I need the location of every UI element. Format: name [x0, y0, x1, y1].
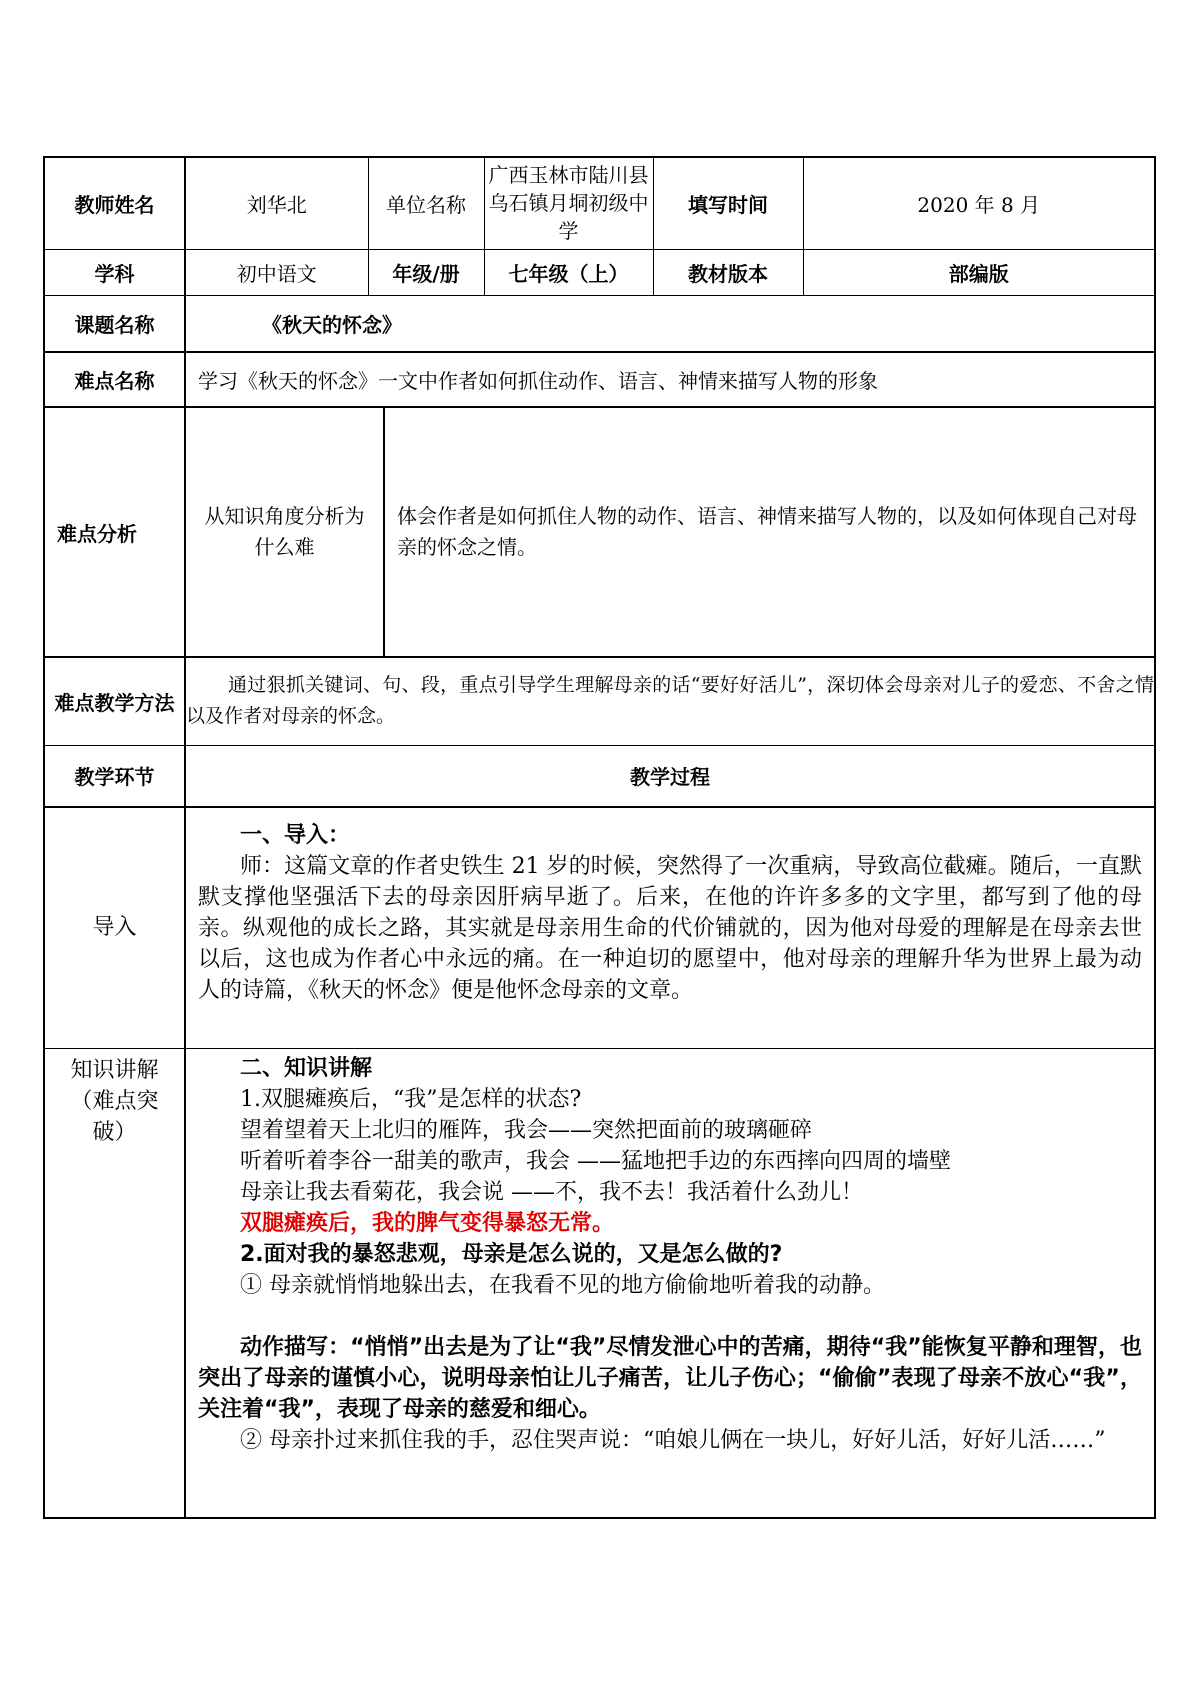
- quote-line-3: 母亲让我去看菊花，我会说 ——不，我不去！我活着什么劲儿！: [240, 1179, 863, 1205]
- topic-value: 《秋天的怀念》: [185, 295, 1155, 352]
- fill-date-label: 填写时间: [653, 157, 803, 249]
- quote-line-1: 望着望着天上北归的雁阵，我会——突然把面前的玻璃砸碎: [240, 1117, 813, 1143]
- teacher-name-label: 教师姓名: [44, 157, 185, 249]
- question-1: 1.双腿瘫痪后，“我”是怎样的状态?: [240, 1086, 582, 1112]
- question-2: 2.面对我的暴怒悲观，母亲是怎么说的，又是怎么做的?: [240, 1241, 783, 1267]
- knowledge-cell: [185, 1048, 1155, 1518]
- intro-row: [44, 807, 1155, 1048]
- analysis-sub-label: 从知识角度分析为什么难: [186, 408, 385, 656]
- process-stage-label: 教学环节: [44, 745, 185, 807]
- header-row: [44, 157, 1155, 249]
- answer-item-2: ② 母亲扑过来抓住我的手，忍住哭声说：“咱娘儿俩在一块儿，好好儿活，好好儿活……”: [240, 1427, 1106, 1453]
- analysis-value: 体会作者是如何抓住人物的动作、语言、神情来描写人物的，以及如何体现自己对母亲的怀念之情。: [397, 504, 1137, 559]
- analysis-cell: [185, 407, 1155, 657]
- intro-label: 导入: [44, 807, 185, 1048]
- lesson-plan-page: [43, 156, 1154, 1519]
- subject-row: [44, 249, 1155, 295]
- unit-name-label: 单位名称: [368, 157, 484, 249]
- analysis-label: 难点分析: [44, 407, 185, 657]
- quote-line-2: 听着听着李谷一甜美的歌声，我会 ——猛地把手边的东西摔向四周的墙壁: [240, 1148, 951, 1174]
- difficulty-label: 难点名称: [44, 352, 185, 407]
- edition-value: 部编版: [803, 249, 1155, 295]
- knowledge-label: 知识讲解（难点突破）: [44, 1048, 185, 1518]
- spacer: [198, 1301, 1142, 1332]
- method-row: [44, 657, 1155, 745]
- topic-row: [44, 295, 1155, 352]
- edition-label: 教材版本: [653, 249, 803, 295]
- analysis-row: [44, 407, 1155, 657]
- grade-value: 七年级（上）: [484, 249, 653, 295]
- intro-text: 师：这篇文章的作者史铁生 21 岁的时候，突然得了一次重病，导致高位截瘫。随后，一直默默支撑他坚强活下去的母亲因肝病早逝了。后来，在他的许许多多的文字里，都写到了他的母亲。纵观他的成长之路，其实就是母亲用生命的代价铺就的，因为他对母爱的理解是在母亲去世以后，这也成为作者心中永远的痛。在一种迫切的愿望中，他对母亲的理解升华为世界上最为动人的诗篇，《秋天的怀念》便是他怀念母亲的文章。: [198, 854, 1142, 1003]
- intro-heading: 一、导入：: [240, 823, 351, 848]
- difficulty-value: 学习《秋天的怀念》一文中作者如何抓住动作、语言、神情来描写人物的形象: [185, 352, 1155, 407]
- action-description-analysis: 动作描写：“悄悄”出去是为了让“我”尽情发泄心中的苦痛，期待“我”能恢复平静和理智，也突出了母亲的谨慎小心，说明母亲怕让儿子痛苦，让儿子伤心；“偷偷”表现了母亲不放心“我”，关注着“我”，表现了母亲的慈爱和细心。: [198, 1334, 1142, 1422]
- key-conclusion: 双腿瘫痪后，我的脾气变得暴怒无常。: [240, 1210, 615, 1236]
- grade-label: 年级/册: [368, 249, 484, 295]
- lesson-plan-table: [43, 156, 1156, 1519]
- subject-value: 初中语文: [185, 249, 368, 295]
- teacher-name-value: 刘华北: [185, 157, 368, 249]
- process-header-row: [44, 745, 1155, 807]
- subject-label: 学科: [44, 249, 185, 295]
- unit-name-value: 广西玉林市陆川县乌石镇月垌初级中学: [484, 157, 653, 249]
- knowledge-row: [44, 1048, 1155, 1518]
- method-label: 难点教学方法: [44, 657, 185, 745]
- intro-cell: [185, 807, 1155, 1048]
- topic-label: 课题名称: [44, 295, 185, 352]
- fill-date-value: 2020 年 8 月: [803, 157, 1155, 249]
- knowledge-heading: 二、知识讲解: [240, 1055, 373, 1081]
- difficulty-row: [44, 352, 1155, 407]
- method-value: 通过狠抓关键词、句、段，重点引导学生理解母亲的话“要好好活儿”，深切体会母亲对儿子的爱恋、不舍之情以及作者对母亲的怀念。: [185, 657, 1155, 745]
- answer-item-1: ① 母亲就悄悄地躲出去，在我看不见的地方偷偷地听着我的动静。: [240, 1272, 885, 1298]
- process-title: 教学过程: [185, 745, 1155, 807]
